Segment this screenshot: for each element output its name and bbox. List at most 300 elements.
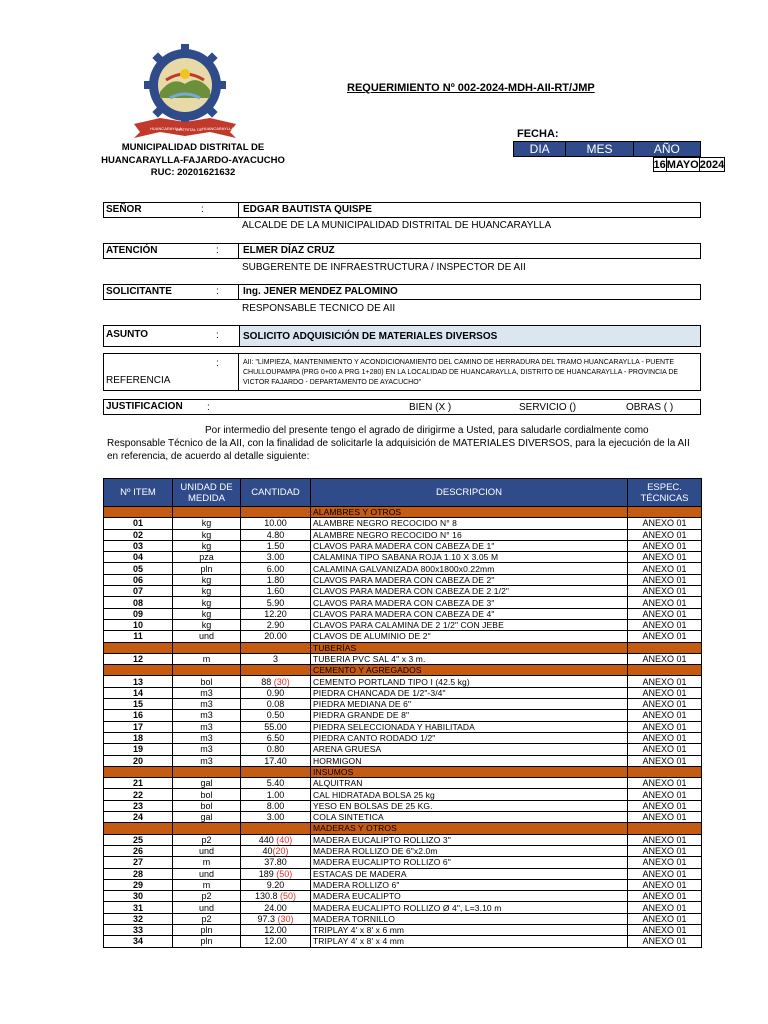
item-unit: kg — [173, 608, 241, 619]
item-number: 02 — [104, 529, 173, 540]
item-spec: ANEXO 01 — [628, 789, 702, 800]
item-spec: ANEXO 01 — [628, 699, 702, 710]
item-quantity-cell — [241, 800, 311, 811]
item-number: 21 — [104, 778, 173, 789]
item-quantity-cell — [241, 868, 311, 879]
org-ruc: RUC: 20201621632 — [150, 167, 236, 178]
solicitante-row — [103, 284, 701, 300]
item-number: 25 — [104, 834, 173, 845]
senor-name: EDGAR BAUTISTA QUISPE — [243, 204, 372, 215]
item-description: CALAMINA TIPO SABANA ROJA 1.10 X 3.05 M — [311, 552, 628, 563]
table-row — [104, 552, 702, 563]
category-row — [104, 507, 702, 518]
col-unidad-header: UNIDAD DE MEDIDA — [173, 479, 241, 507]
justificacion-row — [103, 399, 701, 415]
item-unit: bol — [173, 676, 241, 687]
item-description: CLAVOS DE ALUMINIO DE 2" — [311, 631, 628, 642]
gear-emblem-icon — [144, 44, 226, 126]
item-description: MADERA EUCALIPTO — [311, 891, 628, 902]
atencion-name: ELMER DÍAZ CRUZ — [243, 245, 335, 256]
item-description: MADERA TORNILLO — [311, 913, 628, 924]
table-row — [104, 800, 702, 811]
item-quantity: 440 — [258, 834, 277, 845]
item-number: 10 — [104, 619, 173, 630]
item-quantity-note: (30) — [273, 676, 290, 687]
referencia-value: AII: "LIMPIEZA, MANTENIMIENTO Y ACONDICIONAMIENTO DEL CAMINO DE HERRADURA DEL TRAMO HUANCARAYLLA - PUENTE CHULLOUPAMPA (PRG 0+00 A PRG 1+280) EN LA LOCALIDAD DE HUANCARAYLLA, DISTRITO DE HUANCARAYLLA - PROVINCIA DE VICTOR FAJARDO - DEPARTAMENTO DE AYACUCHO" — [243, 359, 679, 386]
item-quantity-cell — [241, 778, 311, 789]
item-number: 31 — [104, 902, 173, 913]
item-quantity: 0.80 — [266, 744, 285, 755]
senor-label: SEÑOR — [106, 204, 142, 215]
item-number: 30 — [104, 891, 173, 902]
org-name-line1: MUNICIPALIDAD DISTRITAL DE — [121, 142, 265, 153]
item-quantity: 1.80 — [266, 574, 285, 585]
category-label: TUBERÍAS — [311, 642, 628, 653]
asunto-value: SOLICITO ADQUISICIÓN DE MATERIALES DIVERSOS — [243, 331, 498, 342]
item-number: 18 — [104, 732, 173, 743]
table-row — [104, 891, 702, 902]
item-quantity: 6.00 — [266, 563, 285, 574]
item-number: 03 — [104, 540, 173, 551]
col-espec-header: ESPEC. TÉCNICAS — [628, 479, 702, 507]
table-row — [104, 540, 702, 551]
date-table — [513, 141, 725, 171]
item-quantity: 1.00 — [266, 789, 285, 800]
item-spec: ANEXO 01 — [628, 619, 702, 630]
table-row — [104, 687, 702, 698]
table-row — [104, 936, 702, 947]
item-spec: ANEXO 01 — [628, 879, 702, 890]
item-description: MADERA ROLLIZO 6" — [311, 879, 628, 890]
item-quantity: 4.80 — [266, 529, 285, 540]
dia-header: DIA — [514, 142, 566, 157]
item-quantity: 17.40 — [264, 755, 287, 766]
item-quantity-cell — [241, 845, 311, 856]
item-spec: ANEXO 01 — [628, 913, 702, 924]
item-spec: ANEXO 01 — [628, 857, 702, 868]
item-quantity-cell — [241, 744, 311, 755]
table-row — [104, 789, 702, 800]
item-number: 24 — [104, 812, 173, 823]
category-row — [104, 665, 702, 676]
item-spec: ANEXO 01 — [628, 586, 702, 597]
category-label: MADERAS Y OTROS — [311, 823, 628, 834]
justificacion-colon: : — [207, 402, 210, 413]
item-quantity: 12.00 — [264, 925, 287, 936]
item-quantity-cell — [241, 710, 311, 721]
item-description: CLAVOS PARA MADERA CON CABEZA DE 2" — [311, 574, 628, 585]
item-quantity-note: (20) — [272, 846, 289, 857]
item-description: TRIPLAY 4' x 8' x 6 mm — [311, 924, 628, 935]
atencion-role: SUBGERENTE DE INFRAESTRUCTURA / INSPECTOR DE AII — [242, 262, 526, 273]
item-quantity: 3.00 — [266, 552, 285, 563]
item-quantity-note: (40) — [276, 834, 293, 845]
item-unit: gal — [173, 778, 241, 789]
category-label: CEMENTO Y AGREGADOS — [311, 665, 628, 676]
item-unit: p2 — [173, 834, 241, 845]
item-number: 17 — [104, 721, 173, 732]
table-row — [104, 721, 702, 732]
item-quantity: 0.50 — [266, 710, 285, 721]
item-quantity-cell — [241, 540, 311, 551]
item-quantity: 130.8 — [254, 891, 280, 902]
item-quantity: 10.00 — [264, 518, 287, 529]
item-number: 14 — [104, 687, 173, 698]
table-row — [104, 710, 702, 721]
solicitante-colon: : — [216, 286, 219, 297]
item-spec: ANEXO 01 — [628, 631, 702, 642]
item-spec: ANEXO 01 — [628, 552, 702, 563]
item-description: PIEDRA CHANCADA DE 1/2"-3/4" — [311, 687, 628, 698]
item-quantity-cell — [241, 653, 311, 664]
table-row — [104, 857, 702, 868]
category-label: INSUMOS — [311, 766, 628, 777]
senor-colon: : — [201, 204, 204, 215]
item-quantity: 2.90 — [266, 620, 285, 631]
table-row — [104, 597, 702, 608]
item-quantity-cell — [241, 608, 311, 619]
item-unit: m3 — [173, 710, 241, 721]
item-unit: pln — [173, 563, 241, 574]
item-description: CLAVOS PARA MADERA CON CABEZA DE 4" — [311, 608, 628, 619]
item-number: 13 — [104, 676, 173, 687]
item-unit: und — [173, 902, 241, 913]
item-spec: ANEXO 01 — [628, 710, 702, 721]
item-quantity-cell — [241, 789, 311, 800]
item-unit: und — [173, 868, 241, 879]
item-description: CLAVOS PARA MADERA CON CABEZA DE 2 1/2" — [311, 586, 628, 597]
item-description: CALAMINA GALVANIZADA 800x1800x0.22mm — [311, 563, 628, 574]
table-row — [104, 608, 702, 619]
item-description: CLAVOS PARA CALAMINA DE 2 1/2" CON JEBE — [311, 619, 628, 630]
item-quantity-cell — [241, 619, 311, 630]
item-description: MADERA ROLLIZO DE 6"x2.0m — [311, 845, 628, 856]
item-unit: p2 — [173, 913, 241, 924]
category-label: ALAMBRES Y OTROS — [311, 507, 628, 518]
item-quantity-cell — [241, 913, 311, 924]
item-quantity-cell — [241, 699, 311, 710]
item-number: 28 — [104, 868, 173, 879]
item-quantity: 189 — [258, 868, 277, 879]
item-unit: und — [173, 631, 241, 642]
item-unit: m — [173, 653, 241, 664]
item-spec: ANEXO 01 — [628, 676, 702, 687]
item-quantity: 37.80 — [264, 857, 287, 868]
item-unit: m3 — [173, 744, 241, 755]
item-number: 09 — [104, 608, 173, 619]
asunto-label: ASUNTO — [106, 329, 149, 340]
item-quantity-cell — [241, 529, 311, 540]
item-quantity: 1.50 — [266, 541, 285, 552]
item-number: 12 — [104, 653, 173, 664]
item-number: 22 — [104, 789, 173, 800]
municipality-block — [88, 142, 298, 180]
item-number: 27 — [104, 857, 173, 868]
item-quantity: 3 — [272, 654, 278, 664]
item-quantity-cell — [241, 563, 311, 574]
item-spec: ANEXO 01 — [628, 732, 702, 743]
table-row — [104, 868, 702, 879]
item-unit: kg — [173, 540, 241, 551]
item-description: TRIPLAY 4' x 8' x 4 mm — [311, 936, 628, 947]
table-row — [104, 834, 702, 845]
item-quantity: 24.00 — [264, 902, 287, 913]
item-description: PIEDRA MEDIANA DE 6" — [311, 699, 628, 710]
item-unit: pln — [173, 936, 241, 947]
table-row — [104, 619, 702, 630]
item-spec: ANEXO 01 — [628, 721, 702, 732]
category-row — [104, 642, 702, 653]
item-quantity-cell — [241, 924, 311, 935]
item-description: CAL HIDRATADA BOLSA 25 kg — [311, 789, 628, 800]
item-quantity-cell — [241, 586, 311, 597]
item-description: TUBERIA PVC SAL 4" x 3 m. — [311, 653, 628, 664]
referencia-row — [103, 353, 701, 391]
item-description: ALAMBRE NEGRO RECOCIDO N° 8 — [311, 518, 628, 529]
item-number: 15 — [104, 699, 173, 710]
item-unit: gal — [173, 812, 241, 823]
svg-text:HUANCARAYLLA: HUANCARAYLLA — [202, 126, 234, 131]
senor-role: ALCALDE DE LA MUNICIPALIDAD DISTRITAL DE HUANCARAYLLA — [242, 220, 552, 231]
col-item-header: Nº ITEM — [104, 479, 173, 507]
table-row — [104, 699, 702, 710]
item-unit: m3 — [173, 699, 241, 710]
item-unit: bol — [173, 789, 241, 800]
solicitante-label: SOLICITANTE — [106, 286, 172, 297]
table-row — [104, 755, 702, 766]
item-quantity-cell — [241, 834, 311, 845]
item-spec: ANEXO 01 — [628, 800, 702, 811]
item-number: 33 — [104, 924, 173, 935]
asunto-colon: : — [216, 330, 219, 341]
item-unit: kg — [173, 518, 241, 529]
item-number: 04 — [104, 552, 173, 563]
item-spec: ANEXO 01 — [628, 778, 702, 789]
table-row — [104, 913, 702, 924]
item-unit: kg — [173, 574, 241, 585]
table-row — [104, 653, 702, 664]
item-unit: p2 — [173, 891, 241, 902]
municipality-logo — [130, 40, 240, 140]
item-description: ESTACAS DE MADERA — [311, 868, 628, 879]
item-spec: ANEXO 01 — [628, 563, 702, 574]
item-description: CLAVOS PARA MADERA CON CABEZA DE 3" — [311, 597, 628, 608]
item-quantity-note: (50) — [280, 891, 297, 902]
table-row — [104, 518, 702, 529]
item-quantity: 88 — [261, 676, 274, 687]
table-row — [104, 563, 702, 574]
item-unit: kg — [173, 597, 241, 608]
item-quantity-cell — [241, 721, 311, 732]
item-description: COLA SINTETICA — [311, 812, 628, 823]
item-quantity-cell — [241, 687, 311, 698]
item-spec: ANEXO 01 — [628, 924, 702, 935]
item-spec: ANEXO 01 — [628, 812, 702, 823]
item-quantity: 12.20 — [264, 608, 287, 619]
item-description: PIEDRA SELECCIONADA Y HABILITADA — [311, 721, 628, 732]
svg-text:DISTRITAL DE: DISTRITAL DE — [176, 127, 203, 132]
item-spec: ANEXO 01 — [628, 608, 702, 619]
mes-header: MES — [566, 142, 633, 157]
materials-table — [103, 478, 702, 948]
table-row — [104, 529, 702, 540]
item-quantity-cell — [241, 812, 311, 823]
item-unit: m3 — [173, 732, 241, 743]
mes-value: MAYO — [666, 158, 699, 171]
item-spec: ANEXO 01 — [628, 936, 702, 947]
item-spec: ANEXO 01 — [628, 891, 702, 902]
item-quantity: 9.20 — [266, 879, 285, 890]
intro-paragraph: Por intermedio del presente tengo el agrado de dirigirme a Usted, para saludarle cordialmente como Responsable Técnico de la AII, con la finalidad de solicitarle la adquisición de MATERIALES DIVERSOS, para la ejecución de la AII en referencia, de acuerdo al detalle siguiente: — [107, 425, 690, 462]
anio-value: 2024 — [699, 158, 725, 171]
item-description: HORMIGON — [311, 755, 628, 766]
item-description: ARENA GRUESA — [311, 744, 628, 755]
justificacion-label: JUSTIFICACION — [106, 401, 183, 412]
table-row — [104, 902, 702, 913]
bien-option: BIEN (X ) — [409, 402, 452, 413]
item-spec: ANEXO 01 — [628, 834, 702, 845]
item-description: CLAVOS PARA MADERA CON CABEZA DE 1" — [311, 540, 628, 551]
table-row — [104, 778, 702, 789]
item-number: 34 — [104, 936, 173, 947]
table-row — [104, 631, 702, 642]
item-unit: kg — [173, 529, 241, 540]
item-quantity: 5.90 — [266, 597, 285, 608]
table-row — [104, 812, 702, 823]
item-quantity: 12.00 — [264, 936, 287, 947]
col-descripcion-header: DESCRIPCION — [311, 479, 628, 507]
table-row — [104, 574, 702, 585]
atencion-row — [103, 243, 701, 259]
item-description: MADERA EUCALIPTO ROLLIZO 6" — [311, 857, 628, 868]
obras-option: OBRAS ( ) — [626, 402, 674, 413]
table-row — [104, 924, 702, 935]
servicio-option: SERVICIO () — [519, 402, 577, 413]
asunto-row — [103, 325, 701, 347]
item-unit: pln — [173, 924, 241, 935]
item-quantity-cell — [241, 732, 311, 743]
item-unit: m3 — [173, 687, 241, 698]
item-quantity-cell — [241, 902, 311, 913]
solicitante-role: RESPONSABLE TECNICO DE AII — [242, 303, 396, 314]
item-number: 32 — [104, 913, 173, 924]
atencion-colon: : — [216, 245, 219, 256]
item-number: 19 — [104, 744, 173, 755]
item-quantity: 8.00 — [266, 800, 285, 811]
item-number: 05 — [104, 563, 173, 574]
item-spec: ANEXO 01 — [628, 518, 702, 529]
item-number: 06 — [104, 574, 173, 585]
item-spec: ANEXO 01 — [628, 687, 702, 698]
item-unit: m3 — [173, 755, 241, 766]
item-spec: ANEXO 01 — [628, 540, 702, 551]
item-number: 07 — [104, 586, 173, 597]
item-quantity-cell — [241, 857, 311, 868]
dia-value: 16 — [653, 158, 666, 171]
senor-row — [103, 202, 701, 218]
item-unit: kg — [173, 619, 241, 630]
item-quantity: 20.00 — [264, 631, 287, 642]
item-quantity: 3.00 — [266, 812, 285, 823]
item-unit: m3 — [173, 721, 241, 732]
item-quantity-cell — [241, 552, 311, 563]
item-description: PIEDRA CANTO RODADO 1/2" — [311, 732, 628, 743]
item-quantity-cell — [241, 597, 311, 608]
item-quantity-cell — [241, 574, 311, 585]
item-spec: ANEXO 01 — [628, 597, 702, 608]
item-spec: ANEXO 01 — [628, 529, 702, 540]
item-description: MADERA EUCALIPTO ROLLIZO 3" — [311, 834, 628, 845]
item-description: PIEDRA GRANDE DE 8" — [311, 710, 628, 721]
table-row — [104, 744, 702, 755]
item-quantity: 6.50 — [266, 733, 285, 744]
col-cantidad-header: CANTIDAD — [241, 479, 311, 507]
document-title: REQUERIMIENTO Nº 002-2024-MDH-AII-RT/JMP — [347, 82, 595, 94]
item-number: 01 — [104, 518, 173, 529]
referencia-colon: : — [216, 358, 219, 369]
item-spec: ANEXO 01 — [628, 902, 702, 913]
item-unit: m — [173, 879, 241, 890]
item-quantity: 97.3 — [257, 913, 278, 924]
item-quantity: 1.60 — [266, 586, 285, 597]
item-description: ALQUITRAN — [311, 778, 628, 789]
item-spec: ANEXO 01 — [628, 574, 702, 585]
item-quantity: 40 — [262, 846, 273, 857]
table-row — [104, 732, 702, 743]
item-unit: pza — [173, 552, 241, 563]
item-unit: bol — [173, 800, 241, 811]
item-number: 23 — [104, 800, 173, 811]
item-description: CEMENTO PORTLAND TIPO I (42.5 kg) — [311, 676, 628, 687]
item-quantity-cell — [241, 879, 311, 890]
item-quantity: 0.08 — [266, 699, 285, 710]
item-spec: ANEXO 01 — [628, 845, 702, 856]
item-spec: ANEXO 01 — [628, 868, 702, 879]
item-quantity-cell — [241, 676, 311, 687]
category-row — [104, 823, 702, 834]
table-row — [104, 879, 702, 890]
item-spec: ANEXO 01 — [628, 744, 702, 755]
atencion-label: ATENCIÓN — [106, 245, 158, 256]
item-quantity: 0.90 — [266, 687, 285, 698]
svg-text:HUANCARAYLLA: HUANCARAYLLA — [150, 126, 182, 131]
item-number: 16 — [104, 710, 173, 721]
item-quantity: 5.40 — [266, 778, 285, 789]
item-number: 11 — [104, 631, 173, 642]
table-row — [104, 845, 702, 856]
referencia-label: REFERENCIA — [106, 375, 171, 386]
anio-header: AÑO — [633, 142, 700, 157]
item-quantity-cell — [241, 755, 311, 766]
item-quantity-cell — [241, 518, 311, 529]
item-quantity-cell — [241, 891, 311, 902]
solicitante-name: Ing. JENER MENDEZ PALOMINO — [243, 286, 398, 297]
item-number: 26 — [104, 845, 173, 856]
org-name-line2: HUANCARAYLLA-FAJARDO-AYACUCHO — [101, 154, 285, 166]
item-unit: m — [173, 857, 241, 868]
item-number: 29 — [104, 879, 173, 890]
item-quantity-cell — [241, 936, 311, 947]
item-spec: ANEXO 01 — [628, 755, 702, 766]
item-quantity-cell — [241, 631, 311, 642]
item-quantity: 55.00 — [264, 721, 287, 732]
item-description: MADERA EUCALIPTO ROLLIZO Ø 4", L=3.10 m — [311, 902, 628, 913]
item-quantity-note: (30) — [277, 913, 294, 924]
item-number: 20 — [104, 755, 173, 766]
item-quantity-note: (50) — [276, 868, 293, 879]
item-description: YESO EN BOLSAS DE 25 KG. — [311, 800, 628, 811]
item-spec: ANEXO 01 — [628, 653, 702, 664]
